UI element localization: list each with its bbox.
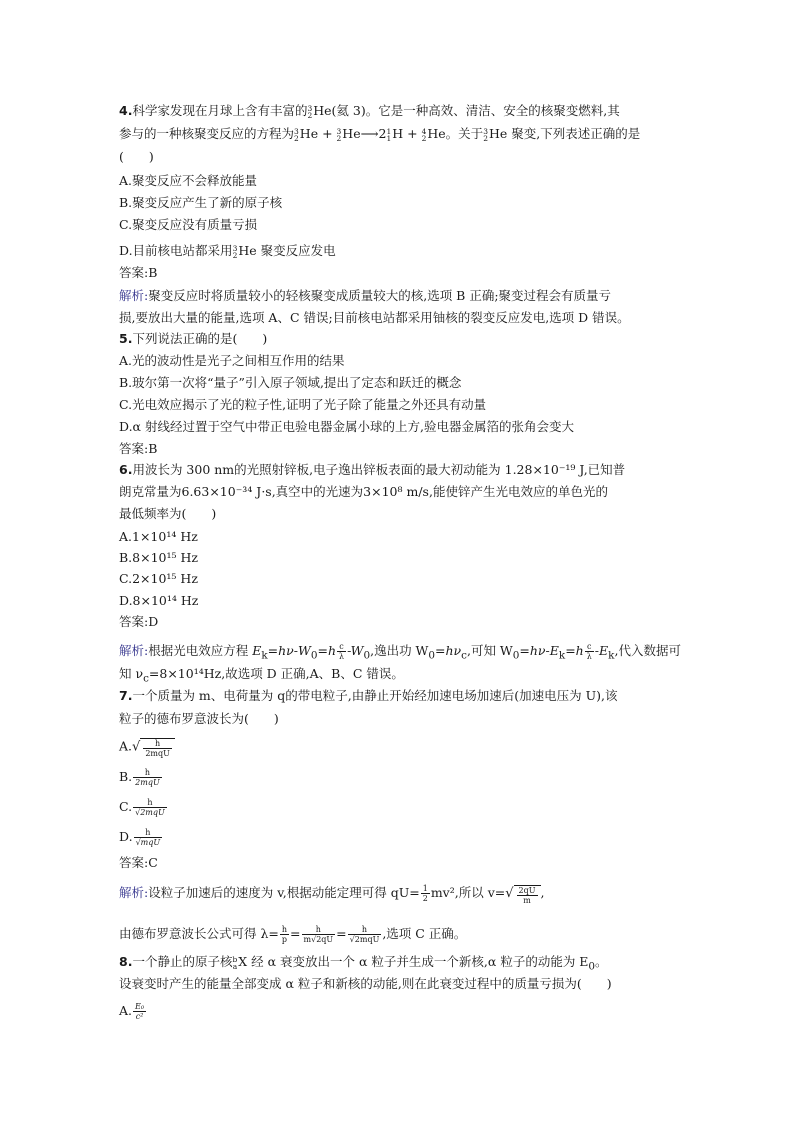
q6-option-a: A.1×10¹⁴ Hz: [119, 529, 198, 544]
explanation-text: =: [290, 926, 301, 941]
math: 0: [363, 649, 371, 662]
math: =h: [317, 643, 336, 658]
sqrt-content: [140, 738, 175, 758]
nuclide-x: [232, 956, 237, 970]
denominator-text: 2mqU: [354, 935, 380, 944]
denominator: c²: [135, 1012, 144, 1021]
atomic-number: 2: [421, 133, 427, 143]
numerator: 1: [422, 884, 428, 893]
option-letter: A.: [119, 738, 133, 754]
math: 0: [310, 649, 318, 662]
numerator: c: [585, 642, 594, 652]
q4-text: 科学家发现在月球上含有丰富的: [132, 103, 308, 118]
math: c: [461, 649, 467, 662]
denominator: √2mqU: [135, 808, 165, 817]
mass-number: 3: [232, 243, 238, 253]
q7-option-c: [119, 798, 168, 817]
q4-text: 2: [378, 126, 387, 141]
q8-text: 。: [595, 954, 608, 969]
math: k: [558, 649, 566, 662]
q7-stem-line2: 粒子的德布罗意波长为( ): [119, 711, 279, 726]
fraction: [585, 642, 594, 661]
q6-explanation-line2: [119, 666, 404, 687]
explanation-text: mv²,所以 v=: [430, 885, 506, 900]
q4-explanation-line2: 损,要放出大量的能量,选项 A、C 错误;目前核电站都采用铀核的裂变反应发电,选项 D 错误。: [119, 310, 630, 325]
fraction: [421, 884, 430, 903]
math: =hν-W: [267, 643, 311, 658]
math: c: [143, 672, 149, 685]
math: =h: [565, 643, 584, 658]
mass-number: 3: [294, 126, 299, 136]
numerator: 2qU: [518, 885, 536, 895]
option-text: He 聚变反应发电: [238, 243, 336, 258]
numerator: h: [133, 768, 162, 778]
math: E: [252, 643, 262, 658]
explanation-text: ,选项 C 正确。: [382, 926, 467, 941]
question-number: 7.: [119, 688, 133, 703]
sqrt-content: [514, 885, 541, 905]
mass-number: 4: [421, 126, 427, 136]
explanation-label: 解析:: [119, 643, 149, 658]
denominator: √mqU: [135, 838, 161, 847]
denominator: m√2qU: [303, 935, 334, 944]
q8-option-a: [119, 1002, 147, 1021]
explanation-text: ,代入数据可: [614, 643, 681, 658]
question-number: 5.: [119, 331, 133, 346]
denominator: 2: [422, 894, 428, 903]
mass-number: b: [232, 954, 238, 964]
fraction: [337, 642, 346, 661]
denominator: 2mqU: [145, 749, 170, 758]
denominator-text: 2mqU: [140, 808, 165, 817]
radical-sign: √: [132, 739, 141, 755]
question-number: 6.: [119, 462, 133, 477]
q8-text: 一个静止的原子核: [132, 954, 233, 969]
q4-text: He 聚变,下列表述正确的是: [488, 126, 641, 141]
q4-text: He: [342, 126, 361, 141]
option-letter: B.: [119, 769, 133, 784]
math: =hν-E: [519, 643, 559, 658]
radical-sign: √: [505, 886, 514, 901]
q5-option-a: A.光的波动性是光子之间相互作用的结果: [119, 353, 345, 368]
numerator: c: [337, 642, 346, 652]
fraction: [348, 925, 382, 944]
q6-option-c: C.2×10¹⁵ Hz: [119, 571, 198, 586]
math: -W: [347, 643, 364, 658]
math: k: [261, 649, 268, 662]
atomic-number: 2: [232, 250, 238, 260]
numerator: h: [134, 828, 163, 838]
mass-number: 1: [386, 126, 392, 136]
nuclide-he4: [422, 128, 427, 142]
numerator: E₀: [135, 1002, 145, 1011]
mass-number: 3: [307, 103, 313, 113]
q7-answer: 答案:C: [119, 855, 158, 870]
question-number: 4.: [119, 103, 133, 118]
explanation-label: 解析:: [119, 885, 149, 900]
option-letter: A.: [119, 1003, 133, 1018]
denominator: p: [281, 935, 288, 944]
question-number: 8.: [119, 954, 133, 969]
explanation-text: 聚变反应时将质量较小的轻核聚变成质量较大的核,选项 B 正确;聚变过程会有质量亏: [148, 288, 612, 303]
numerator: h: [348, 925, 382, 935]
mass-number: 3: [483, 126, 488, 136]
q5-option-c: C.光电效应揭示了光的粒子性,证明了光子除了能量之外还具有动量: [119, 397, 487, 412]
q8-stem-line1: [119, 954, 608, 975]
nuclide-he3: [307, 105, 312, 119]
q8-text: X 经 α 衰变放出一个 α 粒子并生成一个新核,α 粒子的动能为 E: [238, 954, 589, 969]
q4-text: He(氦 3)。它是一种高效、清洁、安全的核聚变燃料,其: [313, 103, 620, 118]
q7-option-b: [119, 768, 163, 787]
fraction: [302, 925, 336, 944]
q4-explanation-line1: [119, 288, 611, 304]
q4-option-b: B.聚变反应产生了新的原子核: [119, 195, 283, 210]
explanation-label: 解析:: [119, 288, 149, 303]
q4-text: He。关于: [427, 126, 484, 141]
q4-text: He +: [299, 126, 337, 141]
q5-option-d: D.α 射线经过置于空气中带正电验电器金属小球的上方,验电器金属箔的张角会变大: [119, 419, 574, 434]
denominator: λ: [586, 652, 592, 661]
explanation-text: 由德布罗意波长公式可得 λ=: [119, 926, 279, 941]
option-letter: C.: [119, 799, 133, 814]
math: k: [608, 649, 615, 662]
fraction: [517, 886, 538, 905]
q7-option-d: [119, 828, 163, 847]
numerator: h: [133, 798, 167, 808]
fraction: [133, 1002, 146, 1021]
fraction: [280, 925, 289, 944]
q7-explanation-line1: [119, 884, 544, 905]
fraction: [133, 768, 162, 787]
q5-option-b: B.玻尔第一次将“量子”引入原子领域,提出了定态和跃迁的概念: [119, 375, 462, 390]
q7-text: 一个质量为 m、电荷量为 q的带电粒子,由静止开始经加速电场加速后(加速电压为 U),该: [132, 688, 618, 703]
q4-option-d: [119, 243, 336, 259]
q6-text: 用波长为 300 nm的光照射锌板,电子逸出锌板表面的最大初动能为 1.28×10⁻¹⁹ J,已知普: [132, 462, 626, 477]
nuclide-he3: [337, 128, 342, 142]
nuclide-he3: [233, 245, 238, 259]
q5-answer: 答案:B: [119, 441, 158, 456]
fraction: [143, 739, 172, 758]
q4-option-c: C.聚变反应没有质量亏损: [119, 217, 258, 232]
explanation-text: ,: [540, 885, 545, 900]
q5-stem: [119, 331, 267, 347]
q6-stem-line2: 朗克常量为6.63×10⁻³⁴ J·s,真空中的光速为3×10⁸ m/s,能使锌产生光电效应的单色光的: [119, 484, 608, 499]
numerator: h: [143, 739, 172, 749]
denominator: λ: [339, 652, 345, 661]
q7-explanation-line2: [119, 925, 466, 944]
explanation-text: ,可知 W: [466, 643, 513, 658]
atomic-number: 2: [307, 110, 313, 120]
math: 0: [512, 649, 520, 662]
denominator: 2mqU: [135, 778, 160, 787]
q4-text: 参与的一种核聚变反应的方程为: [119, 126, 295, 141]
math: 0: [428, 649, 436, 662]
q5-text: 下列说法正确的是( ): [132, 331, 268, 346]
q4-stem-line1: [119, 103, 620, 119]
explanation-text: 知 ν: [119, 666, 144, 681]
q4-option-a: A.聚变反应不会释放能量: [119, 173, 258, 188]
q6-option-d: D.8×10¹⁴ Hz: [119, 593, 199, 608]
explanation-text: 根据光电效应方程: [148, 643, 253, 658]
atomic-number: 2: [336, 133, 342, 143]
fraction: [134, 828, 163, 847]
mass-number: 3: [336, 126, 342, 136]
q6-stem-line1: [119, 462, 625, 478]
nuclide-h1: [386, 128, 391, 142]
q6-answer: 答案:D: [119, 614, 159, 629]
q6-stem-line3: 最低频率为( ): [119, 506, 217, 521]
option-text: D.目前核电站都采用: [119, 243, 233, 258]
denominator-text: 2qU: [316, 935, 334, 944]
q4-text: H +: [392, 126, 422, 141]
explanation-text: =8×10¹⁴Hz,故选项 D 正确,A、B、C 错误。: [148, 666, 404, 681]
q4-stem-line2: [119, 126, 640, 142]
q4-answer: 答案:B: [119, 265, 158, 280]
atomic-number: 2: [294, 133, 299, 143]
nuclide-he3: [294, 128, 299, 142]
math: 0: [588, 960, 596, 973]
math: -E: [594, 643, 609, 658]
denominator: m: [523, 895, 531, 905]
nuclide-he3: [483, 128, 488, 142]
atomic-number: 2: [483, 133, 488, 143]
explanation-text: 设粒子加速后的速度为 v,根据动能定理可得 qU=: [148, 885, 420, 900]
denominator: √2mqU: [349, 935, 380, 944]
q6-option-b: B.8×10¹⁵ Hz: [119, 550, 198, 565]
math: =hν: [435, 643, 462, 658]
atomic-number: 1: [386, 133, 392, 143]
option-letter: D.: [119, 829, 133, 844]
fraction: [133, 798, 167, 817]
q7-stem-line1: [119, 688, 617, 704]
q8-stem-line2: 设衰变时产生的能量全部变成 α 粒子和新核的动能,则在此衰变过程中的质量亏损为( ): [119, 976, 612, 991]
q6-explanation-line1: [119, 642, 681, 664]
atomic-number: a: [232, 961, 238, 971]
q7-option-a: [119, 738, 175, 758]
numerator: h: [302, 925, 336, 935]
q4-answer-paren: ( ): [119, 149, 154, 164]
explanation-text: =: [336, 926, 347, 941]
numerator: h: [281, 925, 288, 934]
reaction-arrow: ⟶: [360, 126, 379, 141]
denominator-text: m: [303, 935, 312, 944]
explanation-text: ,逸出功 W: [370, 643, 429, 658]
